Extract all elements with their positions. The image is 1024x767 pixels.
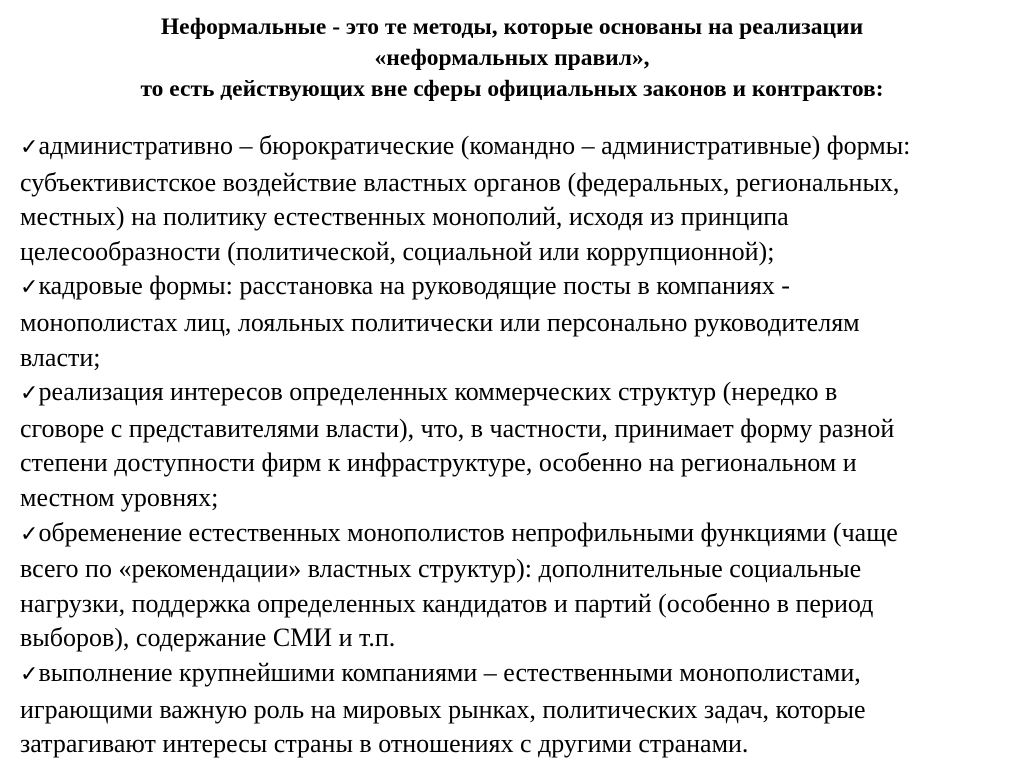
checkmark-icon: ✓ xyxy=(20,135,39,160)
list-item-line: власти; xyxy=(20,342,101,372)
list-item-text: выполнение крупнейшими компаниями – естественными монополистами, xyxy=(38,657,861,687)
list-item-line: нагрузки, поддержка определенных кандидатов и партий (особенно в период xyxy=(20,588,874,618)
list-item-political-tasks xyxy=(20,656,1010,762)
list-item-line: затрагивают интересы страны в отношениях с другими странами. xyxy=(20,729,749,759)
list-item-administrative xyxy=(20,129,1010,269)
list-item-text: реализация интересов определенных коммерческих структур (нередко в xyxy=(38,377,838,407)
bullet-list xyxy=(20,129,1010,762)
list-item-line: играющими важную роль на мировых рынках, политических задач, которые xyxy=(20,694,866,724)
checkmark-icon: ✓ xyxy=(20,521,39,547)
list-item-line: монополистах лиц, лояльных политически или персонально руководителям xyxy=(20,307,860,337)
list-item-personnel xyxy=(20,269,1010,375)
list-item-line: субъективистское воздействие властных органов (федеральных, региональных, xyxy=(20,167,900,197)
list-item-line: местном уровнях; xyxy=(20,482,219,512)
list-item-text: административно – бюрократические (командно – административные) формы: xyxy=(38,131,911,160)
checkmark-icon: ✓ xyxy=(20,381,39,407)
list-item-text: кадровые формы: расстановка на руководящие посты в компаниях - xyxy=(38,271,790,301)
checkmark-icon: ✓ xyxy=(20,661,39,687)
list-item-line: степени доступности фирм к инфраструктуре, особенно на региональном и xyxy=(20,448,857,478)
list-item-commercial-interests xyxy=(20,375,1010,515)
slide-heading xyxy=(40,12,984,105)
checkmark-icon: ✓ xyxy=(20,275,39,301)
list-item-line xyxy=(20,516,1010,553)
heading-line-1: Неформальные - это те методы, которые основаны на реализации xyxy=(160,14,864,40)
heading-line-2: «неформальных правил», xyxy=(374,45,650,71)
list-item-line: целесообразности (политической, социальной или коррупционной); xyxy=(20,236,775,266)
list-item-line xyxy=(20,269,1010,306)
list-item-line: всего по «рекомендации» властных структур): дополнительные социальные xyxy=(20,554,862,584)
list-item-line: сговоре с представителями власти), что, в частности, принимает форму разной xyxy=(20,413,895,443)
list-item-encumbrance xyxy=(20,516,1010,656)
list-item-line: местных) на политику естественных монополий, исходя из принципа xyxy=(20,202,789,232)
list-item-line xyxy=(20,375,1010,412)
list-item-line xyxy=(20,129,1010,166)
heading-line-3: то есть действующих вне сферы официальных законов и контрактов: xyxy=(140,76,884,102)
list-item-text: обременение естественных монополистов непрофильными функциями (чаще xyxy=(38,517,898,547)
list-item-line: выборов), содержание СМИ и т.п. xyxy=(20,623,396,653)
list-item-line xyxy=(20,656,1010,693)
